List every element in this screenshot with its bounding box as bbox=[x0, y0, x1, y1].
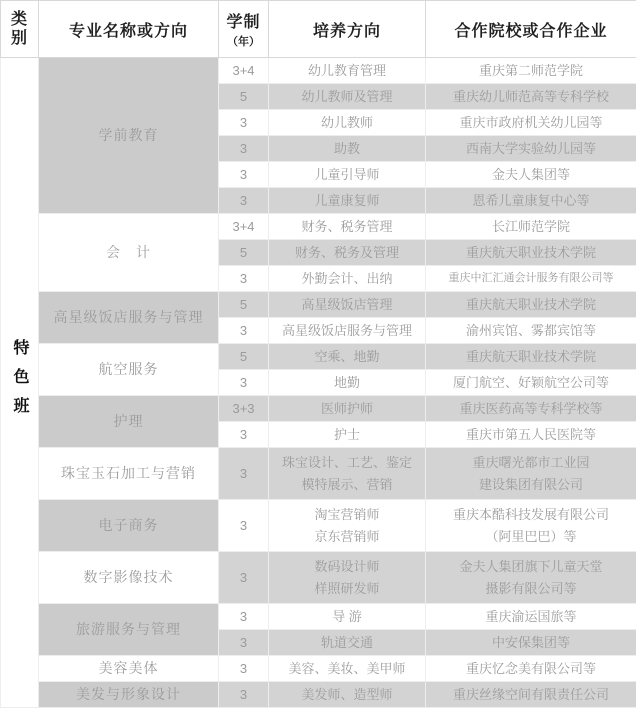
major-cell: 学前教育 bbox=[39, 58, 219, 214]
table-row bbox=[1, 344, 636, 370]
partner-cell: 重庆第二师范学院 bbox=[426, 58, 636, 84]
partner-cell: 重庆幼儿师范高等专科学校 bbox=[426, 84, 636, 110]
partner-cell: 渝州宾馆、雾都宾馆等 bbox=[426, 318, 636, 344]
partner-cell bbox=[426, 500, 636, 552]
duration-cell: 3 bbox=[219, 188, 269, 214]
duration-cell: 5 bbox=[219, 292, 269, 318]
duration-cell: 5 bbox=[219, 240, 269, 266]
major-cell: 护理 bbox=[39, 396, 219, 448]
major-cell: 电子商务 bbox=[39, 500, 219, 552]
table-row bbox=[1, 214, 636, 240]
partner-cell: 重庆航天职业技术学院 bbox=[426, 292, 636, 318]
partner-cell: 重庆渝运国旅等 bbox=[426, 604, 636, 630]
partner-cell: 西南大学实验幼儿园等 bbox=[426, 136, 636, 162]
header-row bbox=[1, 1, 636, 58]
duration-cell: 3 bbox=[219, 162, 269, 188]
direction-cell: 护士 bbox=[269, 422, 426, 448]
direction-cell bbox=[269, 500, 426, 552]
table-row bbox=[1, 682, 636, 708]
category-cell bbox=[1, 58, 39, 708]
table-row bbox=[1, 292, 636, 318]
partner-cell: 重庆丝缘空间有限责任公司 bbox=[426, 682, 636, 708]
duration-cell: 3 bbox=[219, 604, 269, 630]
cell-line: 淘宝营销师 bbox=[314, 506, 380, 522]
header-cell-duration bbox=[219, 1, 269, 58]
duration-cell: 3+4 bbox=[219, 214, 269, 240]
cell-line: 建设集团有限公司 bbox=[478, 476, 583, 492]
partner-cell: 中安保集团等 bbox=[426, 630, 636, 656]
table-row bbox=[1, 500, 636, 552]
duration-cell: 3 bbox=[219, 370, 269, 396]
cell-line: 京东营销师 bbox=[314, 528, 380, 544]
major-cell: 数字影像技术 bbox=[39, 552, 219, 604]
direction-cell: 财务、税务及管理 bbox=[269, 240, 426, 266]
direction-cell: 高星级饭店服务与管理 bbox=[269, 318, 426, 344]
category-vertical-label: 特色班 bbox=[11, 339, 28, 426]
direction-cell: 幼儿教师 bbox=[269, 110, 426, 136]
duration-cell: 3 bbox=[219, 422, 269, 448]
partner-cell: 厦门航空、好颖航空公司等 bbox=[426, 370, 636, 396]
cell-line: 样照研发师 bbox=[314, 580, 380, 596]
header-cell-category bbox=[1, 1, 39, 58]
duration-cell: 3 bbox=[219, 110, 269, 136]
duration-cell: 3 bbox=[219, 552, 269, 604]
cell-line: 摄影有限公司等 bbox=[485, 580, 577, 596]
direction-cell: 高星级饭店管理 bbox=[269, 292, 426, 318]
direction-cell: 儿童康复师 bbox=[269, 188, 426, 214]
cell-line: 重庆本酷科技发展有限公司 bbox=[452, 506, 609, 522]
major-cell: 会 计 bbox=[39, 214, 219, 292]
direction-cell: 地勤 bbox=[269, 370, 426, 396]
table-row bbox=[1, 552, 636, 604]
partner-cell: 重庆市政府机关幼儿园等 bbox=[426, 110, 636, 136]
direction-cell: 美容、美妆、美甲师 bbox=[269, 656, 426, 682]
direction-cell bbox=[269, 552, 426, 604]
duration-cell: 3 bbox=[219, 318, 269, 344]
partner-cell: 重庆中汇汇通会计服务有限公司等 bbox=[426, 266, 636, 292]
partner-cell: 重庆市第五人民医院等 bbox=[426, 422, 636, 448]
partner-cell: 长江师范学院 bbox=[426, 214, 636, 240]
major-cell: 美发与形象设计 bbox=[39, 682, 219, 708]
major-cell: 旅游服务与管理 bbox=[39, 604, 219, 656]
table-row bbox=[1, 448, 636, 500]
direction-cell: 轨道交通 bbox=[269, 630, 426, 656]
duration-cell: 3 bbox=[219, 682, 269, 708]
partner-cell bbox=[426, 552, 636, 604]
header-cell-partner bbox=[426, 1, 636, 58]
major-cell: 高星级饭店服务与管理 bbox=[39, 292, 219, 344]
header-duration-label: 学制 bbox=[226, 14, 261, 31]
duration-cell: 3+3 bbox=[219, 396, 269, 422]
header-cell-direction bbox=[269, 1, 426, 58]
duration-cell: 5 bbox=[219, 84, 269, 110]
major-cell: 美容美体 bbox=[39, 656, 219, 682]
major-cell: 珠宝玉石加工与营销 bbox=[39, 448, 219, 500]
cell-line: 数码设计师 bbox=[314, 558, 380, 574]
header-direction-label: 培养方向 bbox=[312, 22, 381, 40]
partner-cell: 重庆医药高等专科学校等 bbox=[426, 396, 636, 422]
direction-cell: 幼儿教师及管理 bbox=[269, 84, 426, 110]
header-major-label: 专业名称或方向 bbox=[68, 22, 188, 40]
major-cell: 航空服务 bbox=[39, 344, 219, 396]
direction-cell bbox=[269, 448, 426, 500]
duration-cell: 5 bbox=[219, 344, 269, 370]
table-row bbox=[1, 604, 636, 630]
duration-cell: 3 bbox=[219, 656, 269, 682]
duration-cell: 3 bbox=[219, 448, 269, 500]
direction-cell: 导 游 bbox=[269, 604, 426, 630]
header-duration-unit-label: （年） bbox=[227, 36, 260, 48]
partner-cell bbox=[426, 448, 636, 500]
table-row bbox=[1, 58, 636, 84]
direction-cell: 助教 bbox=[269, 136, 426, 162]
duration-cell: 3 bbox=[219, 266, 269, 292]
direction-cell: 幼儿教育管理 bbox=[269, 58, 426, 84]
header-category-label: 类别 bbox=[10, 11, 28, 47]
cell-line: （阿里巴巴）等 bbox=[485, 528, 577, 544]
table-row bbox=[1, 656, 636, 682]
partner-cell: 金夫人集团等 bbox=[426, 162, 636, 188]
direction-cell: 儿童引导师 bbox=[269, 162, 426, 188]
direction-cell: 外勤会计、出纳 bbox=[269, 266, 426, 292]
direction-cell: 美发师、造型师 bbox=[269, 682, 426, 708]
partner-cell: 恩希儿童康复中心等 bbox=[426, 188, 636, 214]
duration-cell: 3 bbox=[219, 630, 269, 656]
duration-cell: 3+4 bbox=[219, 58, 269, 84]
partner-cell: 重庆航天职业技术学院 bbox=[426, 240, 636, 266]
partner-cell: 重庆忆念美有限公司等 bbox=[426, 656, 636, 682]
cell-line: 模特展示、营销 bbox=[301, 476, 393, 492]
direction-cell: 空乘、地勤 bbox=[269, 344, 426, 370]
cell-line: 珠宝设计、工艺、鉴定 bbox=[281, 454, 412, 470]
header-partner-label: 合作院校或合作企业 bbox=[454, 22, 608, 40]
cell-line: 金夫人集团旗下儿童天堂 bbox=[459, 558, 603, 574]
partner-cell: 重庆航天职业技术学院 bbox=[426, 344, 636, 370]
duration-cell: 3 bbox=[219, 500, 269, 552]
direction-cell: 医师护师 bbox=[269, 396, 426, 422]
header-cell-major bbox=[39, 1, 219, 58]
cell-line: 重庆曙光都市工业园 bbox=[472, 454, 590, 470]
direction-cell: 财务、税务管理 bbox=[269, 214, 426, 240]
table-row bbox=[1, 396, 636, 422]
duration-cell: 3 bbox=[219, 136, 269, 162]
